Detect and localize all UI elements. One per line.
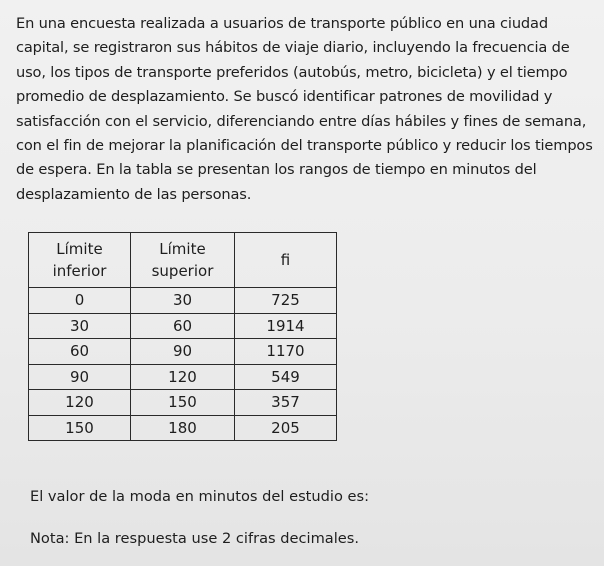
- question-text: El valor de la moda en minutos del estudio es:: [30, 488, 370, 505]
- lower-limit-cell: 150: [29, 415, 131, 441]
- table-row: [29, 364, 337, 390]
- upper-limit-cell: 60: [131, 313, 235, 339]
- table-row: [29, 288, 337, 314]
- lower-limit-cell: 120: [29, 390, 131, 416]
- table-row: [29, 339, 337, 365]
- upper-limit-cell: 120: [131, 364, 235, 390]
- frequency-cell: 357: [235, 390, 337, 416]
- frequency-cell: 725: [235, 288, 337, 314]
- lower-limit-cell: 60: [29, 339, 131, 365]
- upper-limit-cell: 90: [131, 339, 235, 365]
- lower-limit-cell: 90: [29, 364, 131, 390]
- upper-limit-cell: 180: [131, 415, 235, 441]
- table-row: [29, 390, 337, 416]
- table-row: [29, 313, 337, 339]
- frequency-cell: 205: [235, 415, 337, 441]
- frequency-cell: 549: [235, 364, 337, 390]
- table-row: [29, 415, 337, 441]
- header-upper-limit: Límite superior: [131, 233, 235, 288]
- header-lower-limit: Límite inferior: [29, 233, 131, 288]
- frequency-table: [28, 232, 337, 441]
- frequency-cell: 1170: [235, 339, 337, 365]
- lower-limit-cell: 0: [29, 288, 131, 314]
- lower-limit-cell: 30: [29, 313, 131, 339]
- header-frequency: fi: [235, 233, 337, 288]
- upper-limit-cell: 150: [131, 390, 235, 416]
- problem-statement: En una encuesta realizada a usuarios de transporte público en una ciudad capital, se registraron sus hábitos de viaje diario, incluyendo la frecuencia de uso, los tipos de transporte preferidos (autobús, metro, bicicleta) y el tiempo promedio de desplazamiento. Se buscó identificar patrones de movilidad y satisfacción con el servicio, diferenciando entre días hábiles y fines de semana, con el fin de mejorar la planificación del transporte público y reducir los tiempos de espera. En la tabla se presentan los rangos de tiempo en minutos del desplazamiento de las personas.: [16, 15, 593, 203]
- upper-limit-cell: 30: [131, 288, 235, 314]
- note-text: Nota: En la respuesta use 2 cifras decimales.: [30, 530, 360, 547]
- frequency-cell: 1914: [235, 313, 337, 339]
- table-header-row: [29, 233, 337, 288]
